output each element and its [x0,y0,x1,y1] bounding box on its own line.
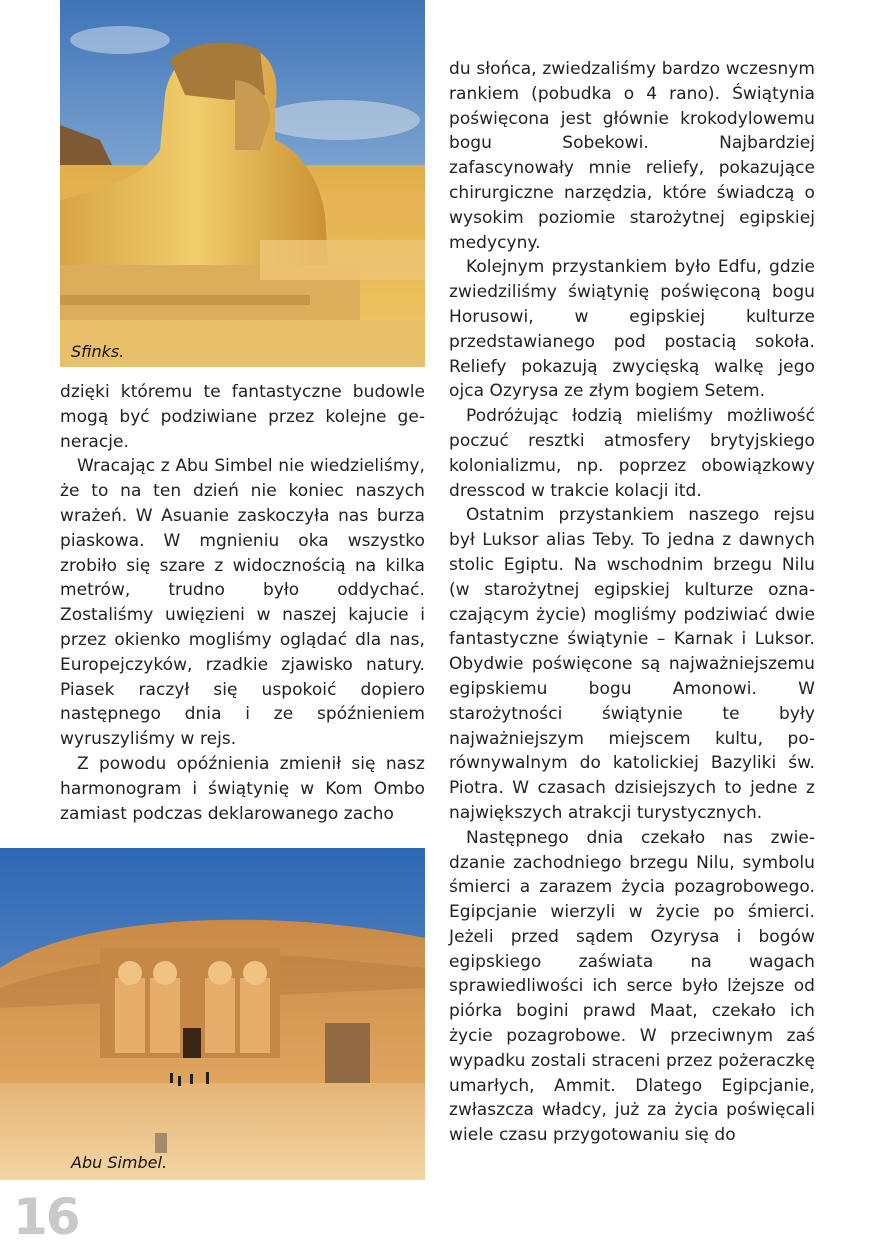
left-paragraph-1: dzięki któremu te fantastyczne budowle mogą być podziwiane przez kolejne generacje. [60,382,425,452]
left-column [60,380,425,826]
right-paragraph-3: Podróżując łodzią mieliśmy możliwość poczuć resztki atmosfery brytyjskiego kolonializmu, np. poprzez obowiązkowy dresscod w trakcie kolacji itd. [449,406,815,501]
right-paragraph-5: Następnego dnia czekało nas zwiedzanie zachodniego brzegu Nilu, symbolu śmierci a zarazem życia pozagrobowego. Egipcjanie wierzyli w życie po śmierci. Jeżeli przed sądem Ozyrysa i bogów egipskiego zaświata na wagach sprawiedliwości ich serce było lżejsze od piórka bogini prawd Maat, czekało ich życie pozagrobowe. W przeciwnym zaś wypadku zostali straceni przez pożeraczkę umarłych, Ammit. Dlatego Egipcjanie, zwłaszcza władcy, już za życia poświęcali wiele czasu przygotowaniu się do [449,827,815,1146]
left-paragraph-3: Z powodu opóźnienia zmienił się nasz harmonogram i świątynię w Kom Ombo zamiast podczas deklarowanego zacho [60,753,425,824]
abu-simbel-caption: Abu Simbel. [71,1153,168,1172]
left-paragraph-2: Wracając z Abu Simbel nie wiedzieliśmy, że to na ten dzień nie koniec naszych wrażeń. W Asuanie zaskoczyła nas burza piaskowa. W mgnieniu oka wszystko zrobiło się szare z widocznością na kilka metrów, trudno było oddychać. Zostaliśmy uwięzieni w naszej kajucie i przez okienko mogliśmy oglądać dla nas, Europejczyków, rzadkie zjawisko natury. Piasek raczył się uspokoić dopiero następnego dnia i ze spóźnieniem wyruszyliśmy w rejs. [60,456,425,750]
sphinx-photo [60,0,425,367]
right-column [449,57,815,1148]
right-paragraph-1: du słońca, zwiedzaliśmy bardzo wczesnym rankiem (pobudka o 4 rano). Świątynia poświęcona jest głównie krokodylowemu bogu Sobekowi. Najbardziej zafascynowały mnie reliefy, pokazujące chirurgiczne narzędzia, które świadczą o wysokim poziomie starożytnej egipskiej medycyny. [449,59,815,253]
right-paragraph-2: Kolejnym przystankiem było Edfu, gdzie zwiedziliśmy świątynię poświęconą bogu Horusowi, w egipskiej kulturze przedstawianego pod postacią sokoła. Reliefy pokazują zwycięską walkę jego ojca Ozyrysa ze złym bogiem Setem. [449,257,815,402]
page-number: 16 [13,1188,79,1246]
abu-simbel-photo [0,848,425,1180]
sphinx-caption: Sfinks. [71,342,125,361]
right-paragraph-4: Ostatnim przystankiem naszego rejsu był Luksor alias Teby. To jedna z dawnych stolic Egiptu. Na wschodnim brzegu Nilu (w starożytnej egipskiej kulturze oznaczającym życie) mogliśmy podziwiać dwie fantastyczne świątynie – Karnak i Luksor. Obydwie poświęcone są najważniejszemu egipskiemu bogu Amonowi. W starożytności świątynie te były najważniejszym miejscem kultu, porównywalnym do katolickiej Bazyliki św. Piotra. W czasach dzisiejszych to jedne z największych atrakcji turystycznych. [449,505,815,823]
